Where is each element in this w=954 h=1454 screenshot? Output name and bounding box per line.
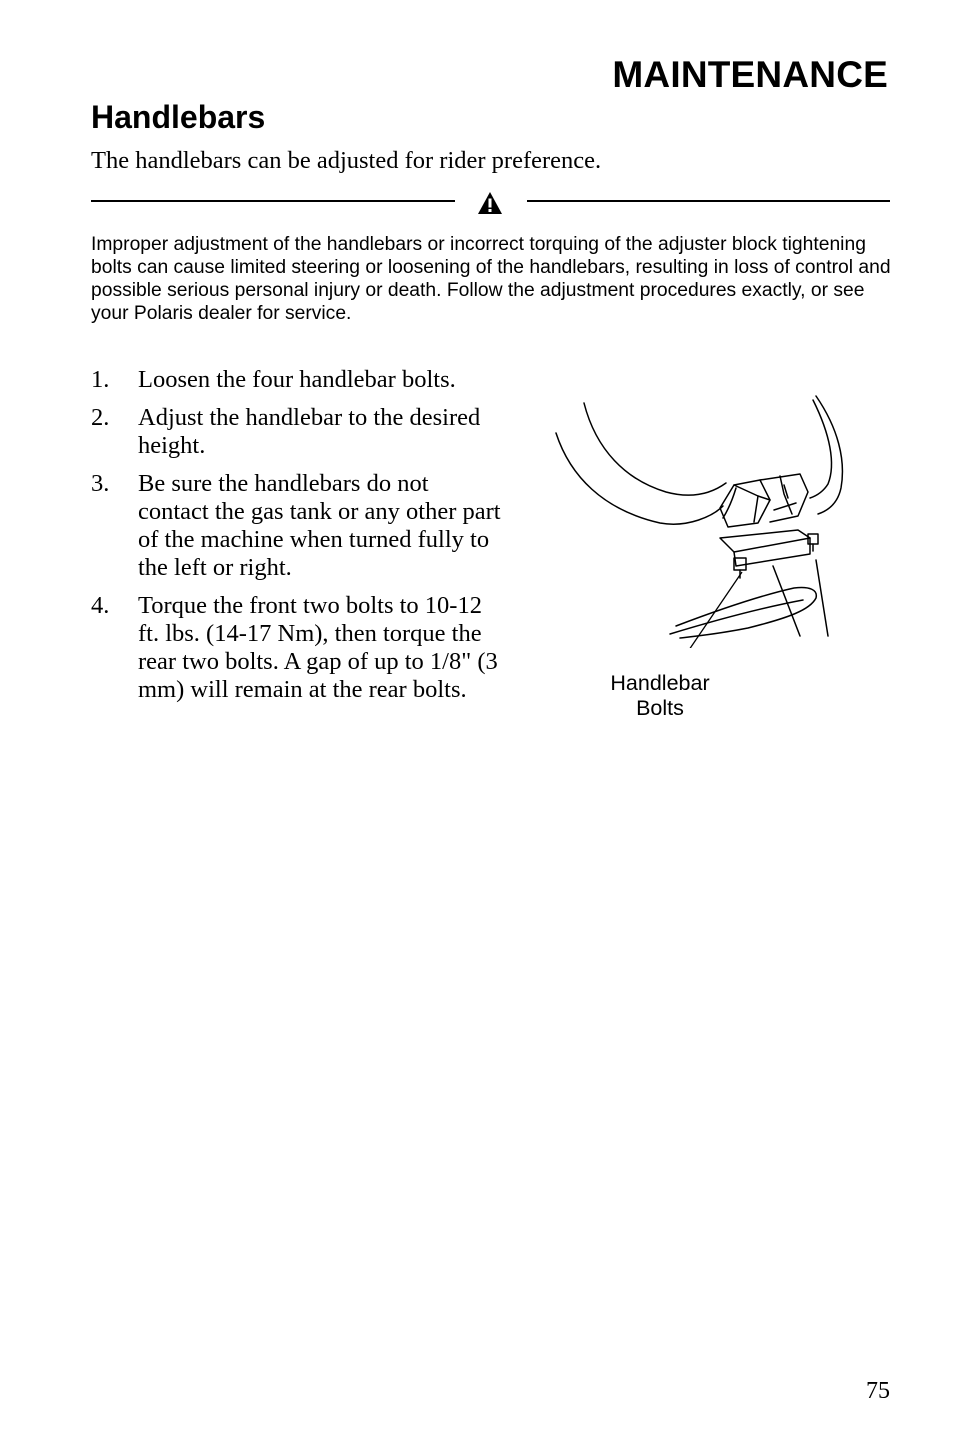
step-text: Torque the front two bolts to 10-12 ft. lbs. (14-17 Nm), then torque the rear two bolts. A gap of up to 1/8" (3 mm) will remain at the rear bolts. xyxy=(138,592,498,703)
step-text: Be sure the handlebars do not contact the gas tank or any other part of the machine when turned fully to the left or right. xyxy=(138,470,501,581)
figure-caption xyxy=(590,671,730,721)
page-number: 75 xyxy=(866,1378,890,1404)
procedure-steps xyxy=(91,366,501,714)
intro-paragraph: The handlebars can be adjusted for rider preference. xyxy=(91,147,602,174)
figure-caption-line1: Handlebar xyxy=(610,671,710,695)
warning-text: Improper adjustment of the handlebars or incorrect torquing of the adjuster block tightening bolts can cause limited steering or loosening of the handlebars, resulting in loss of control and possible serious personal injury or death. Follow the adjustment procedures exactly, or see your Polaris dealer for service. xyxy=(91,234,891,324)
warning-rule-right xyxy=(527,200,890,202)
step-text: Loosen the four handlebar bolts. xyxy=(138,366,456,393)
step-number: 3. xyxy=(91,470,110,497)
warning-triangle-icon xyxy=(477,191,503,215)
page-title: Handlebars xyxy=(91,99,266,135)
handlebar-bolts-illustration xyxy=(548,388,848,648)
warning-rule-left xyxy=(91,200,455,202)
step-item xyxy=(91,470,501,582)
section-header: MAINTENANCE xyxy=(612,54,888,95)
step-number: 2. xyxy=(91,404,110,431)
step-text: Adjust the handlebar to the desired height. xyxy=(138,404,481,459)
step-number: 4. xyxy=(91,592,110,619)
step-number: 1. xyxy=(91,366,110,393)
figure-caption-line2: Bolts xyxy=(636,696,684,720)
step-item xyxy=(91,592,501,704)
step-item xyxy=(91,366,501,394)
step-item xyxy=(91,404,501,460)
